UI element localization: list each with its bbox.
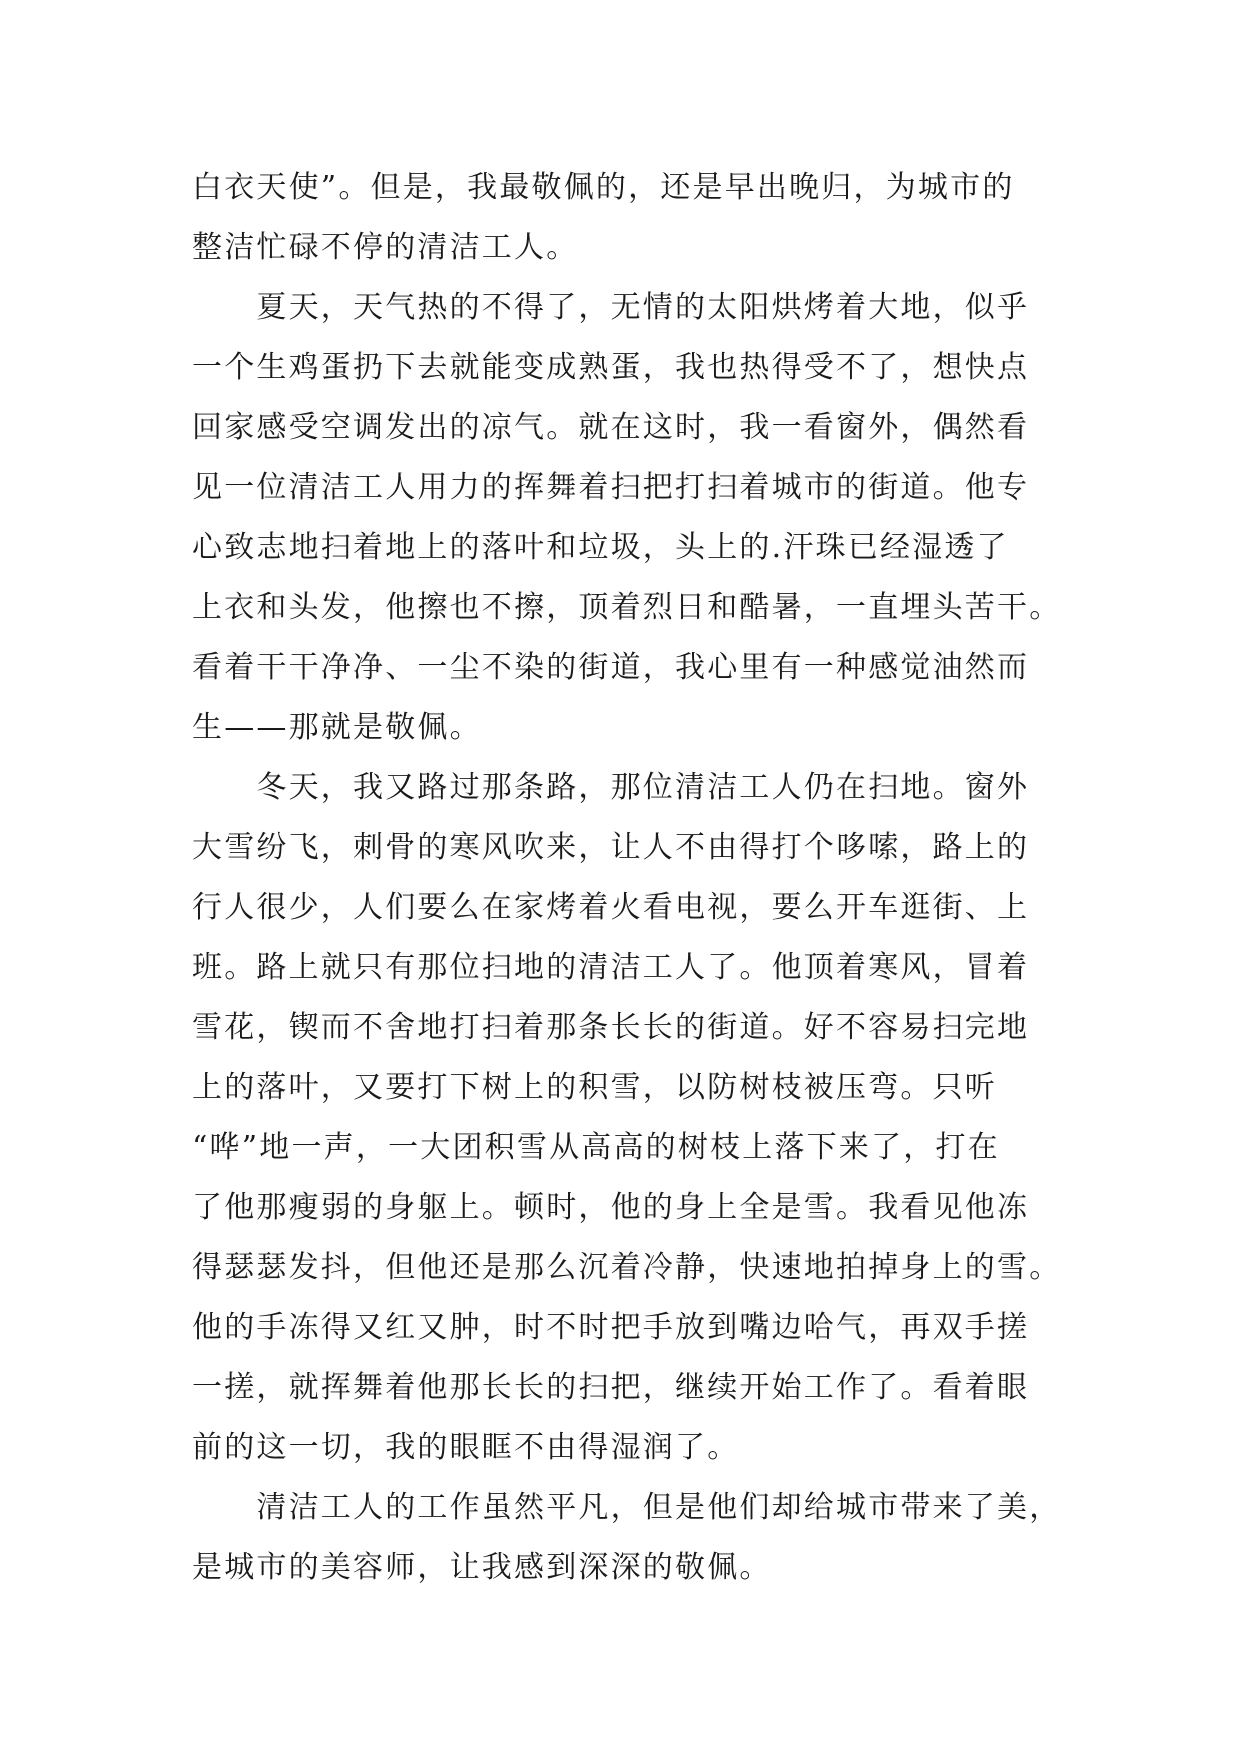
paragraph-3-line-8: 了他那瘦弱的身躯上。顿时，他的身上全是雪。我看见他冻 (192, 1190, 1030, 1225)
paragraph-3-line-11: 一搓，就挥舞着他那长长的扫把，继续开始工作了。看着眼 (192, 1370, 1030, 1405)
essay-body (192, 158, 1060, 1598)
paragraph-3-line-4: 班。路上就只有那位扫地的清洁工人了。他顶着寒风，冒着 (192, 950, 1030, 985)
paragraph-3-line-1: 冬天，我又路过那条路，那位清洁工人仍在扫地。窗外 (192, 770, 1030, 805)
paragraph-2-line-3: 回家感受空调发出的凉气。就在这时，我一看窗外，偶然看 (192, 410, 1030, 445)
paragraph-3-line-5: 雪花，锲而不舍地打扫着那条长长的街道。好不容易扫完地 (192, 1010, 1030, 1045)
paragraph-3-line-10: 他的手冻得又红又肿，时不时把手放到嘴边哈气，再双手搓 (192, 1310, 1030, 1345)
paragraph-2-line-1: 夏天，天气热的不得了，无情的太阳烘烤着大地，似乎 (192, 290, 1030, 325)
paragraph-2-line-4: 见一位清洁工人用力的挥舞着扫把打扫着城市的街道。他专 (192, 470, 1030, 505)
paragraph-1-line-2: 整洁忙碌不停的清洁工人。 (192, 230, 579, 265)
paragraph-2-line-7: 看着干干净净、一尘不染的街道，我心里有一种感觉油然而 (192, 650, 1030, 685)
paragraph-3-line-2: 大雪纷飞，刺骨的寒风吹来，让人不由得打个哆嗦，路上的 (192, 830, 1030, 865)
paragraph-4-line-1: 清洁工人的工作虽然平凡，但是他们却给城市带来了美， (192, 1490, 1062, 1525)
paragraph-2-line-8: 生——那就是敬佩。 (192, 710, 482, 745)
paragraph-3-line-7: “哗”地一声，一大团积雪从高高的树枝上落下来了，打在 (192, 1130, 1000, 1165)
paragraph-2-line-2: 一个生鸡蛋扔下去就能变成熟蛋，我也热得受不了，想快点 (192, 350, 1030, 385)
paragraph-3-line-9: 得瑟瑟发抖，但他还是那么沉着冷静，快速地拍掉身上的雪。 (192, 1250, 1062, 1285)
paragraph-1-line-1: 白衣天使”。但是，我最敬佩的，还是早出晚归，为城市的 (192, 170, 1015, 205)
paragraph-4-line-2: 是城市的美容师，让我感到深深的敬佩。 (192, 1550, 772, 1585)
paragraph-3-line-6: 上的落叶，又要打下树上的积雪，以防树枝被压弯。只听 (192, 1070, 997, 1105)
paragraph-3-line-12: 前的这一切，我的眼眶不由得湿润了。 (192, 1430, 740, 1465)
paragraph-2-line-6: 上衣和头发，他擦也不擦，顶着烈日和酷暑，一直埋头苦干。 (192, 590, 1062, 625)
paragraph-3-line-3: 行人很少，人们要么在家烤着火看电视，要么开车逛街、上 (192, 890, 1030, 925)
paragraph-2-line-5: 心致志地扫着地上的落叶和垃圾，头上的.汗珠已经湿透了 (192, 530, 1009, 565)
